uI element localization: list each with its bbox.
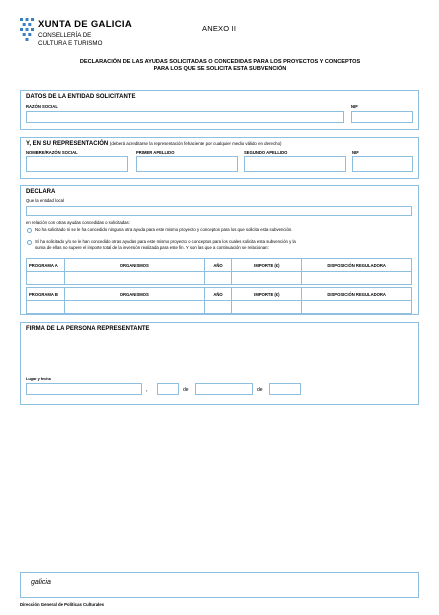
primer-apellido-field[interactable] [136, 156, 238, 172]
ano-cell[interactable] [204, 272, 232, 285]
col-importe: IMPORTE (€) [232, 288, 302, 301]
galicia-logo: galicia [31, 579, 51, 586]
de-label-2: de [257, 387, 263, 393]
month-field[interactable] [195, 383, 253, 395]
option-yes-text [35, 239, 415, 250]
year-field[interactable] [269, 383, 301, 395]
declaration-title-line-1: DECLARACIÓN DE LAS AYUDAS SOLICITADAS O CONCEDIDAS PARA LOS PROYECTOS Y CONCEPTOS [79, 59, 361, 65]
declara-title: DECLARA [26, 189, 56, 195]
option-yes-line-1: Sí ha solicitado y/o se le han concedido otras ayudas para este mismo proyecto o conceptos para los cuales solicita esta subvención y la [35, 239, 296, 244]
option-no-radio[interactable] [27, 228, 32, 233]
org-name: XUNTA DE GALICIA [38, 19, 132, 30]
table-row [27, 272, 412, 285]
col-organismos: ORGANISMOS [64, 259, 204, 272]
option-yes-radio[interactable] [27, 240, 32, 245]
representative-section-title [26, 141, 282, 147]
col-ano: AÑO [204, 288, 232, 301]
option-no-text: No ha solicitado ni se le ha concedido ninguna otra ayuda para este mismo proyecto y conceptos para los que solicita esta subvención. [35, 227, 293, 232]
footer-direction: Dirección General de Políticas Culturales [20, 602, 105, 607]
de-label-1: de [183, 387, 189, 393]
program-b-table [26, 287, 412, 314]
entity-local-field[interactable] [26, 206, 412, 216]
primer-apellido-label: PRIMER APELLIDO [136, 150, 175, 155]
razon-social-field[interactable] [26, 111, 344, 123]
col-ano: AÑO [204, 259, 232, 272]
importe-cell[interactable] [232, 301, 302, 314]
table-row [27, 288, 412, 301]
declara-section [20, 185, 419, 315]
firma-section [20, 322, 419, 405]
xunta-logo [20, 18, 34, 42]
comma-separator: , [146, 387, 148, 393]
program-b-label: PROGRAMA B [27, 288, 65, 301]
entity-section [20, 90, 419, 130]
dept-line-2: CULTURA E TURISMO [38, 40, 103, 47]
razon-social-label: RAZÓN SOCIAL [26, 104, 58, 109]
representative-nif-field[interactable] [352, 156, 413, 172]
importe-cell[interactable] [232, 272, 302, 285]
disposicion-cell[interactable] [302, 301, 412, 314]
col-importe: IMPORTE (€) [232, 259, 302, 272]
program-b-cell[interactable] [27, 301, 65, 314]
program-a-cell[interactable] [27, 272, 65, 285]
dept-line-1: CONSELLERÍA DE [38, 32, 92, 39]
representative-nif-label: NIF [352, 150, 359, 155]
relation-text: en relación con otras ayudas concedidas o solicitadas: [26, 220, 130, 225]
col-disposicion: DISPOSICIÓN REGULADORA [302, 288, 412, 301]
organismos-cell[interactable] [64, 301, 204, 314]
entity-nif-label: NIF [351, 104, 358, 109]
table-row [27, 301, 412, 314]
place-field[interactable] [26, 383, 142, 395]
ano-cell[interactable] [204, 301, 232, 314]
col-disposicion: DISPOSICIÓN REGULADORA [302, 259, 412, 272]
nombre-field[interactable] [26, 156, 128, 172]
day-field[interactable] [157, 383, 179, 395]
option-yes-line-2: suma de ellas no supere el importe total de la inversión realizada para este fin. Y son las que a continuación se relacionan: [35, 244, 269, 250]
disposicion-cell[interactable] [302, 272, 412, 285]
nombre-label: NOMBRE/RAZÓN SOCIAL [26, 150, 78, 155]
program-a-label: PROGRAMA A [27, 259, 65, 272]
entity-section-title: DATOS DE LA ENTIDAD SOLICITANTE [26, 94, 136, 100]
declaration-title-line-2: PARA LOS QUE SE SOLICITA ESTA SUBVENCIÓN [153, 66, 287, 72]
entity-local-label: Que la entidad local [26, 198, 64, 203]
representative-title-note: (deberá acreditarse la representación fehaciente por cualquier medio válido en derecho) [109, 141, 282, 146]
place-date-label: Lugar y fecha [26, 377, 51, 381]
entity-nif-field[interactable] [351, 111, 413, 123]
segundo-apellido-label: SEGUNDO APELLIDO [244, 150, 288, 155]
footer-box [20, 572, 419, 598]
anexo-label: ANEXO II [202, 24, 237, 33]
organismos-cell[interactable] [64, 272, 204, 285]
representative-title-bold: Y, EN SU REPRESENTACIÓN [26, 141, 109, 147]
firma-title: FIRMA DE LA PERSONA REPRESENTANTE [26, 326, 150, 332]
table-row [27, 259, 412, 272]
xunta-emblem-icon [20, 18, 34, 42]
col-organismos: ORGANISMOS [64, 288, 204, 301]
declaration-title [20, 59, 420, 73]
program-a-table [26, 258, 412, 285]
representative-section [20, 137, 419, 179]
segundo-apellido-field[interactable] [244, 156, 346, 172]
